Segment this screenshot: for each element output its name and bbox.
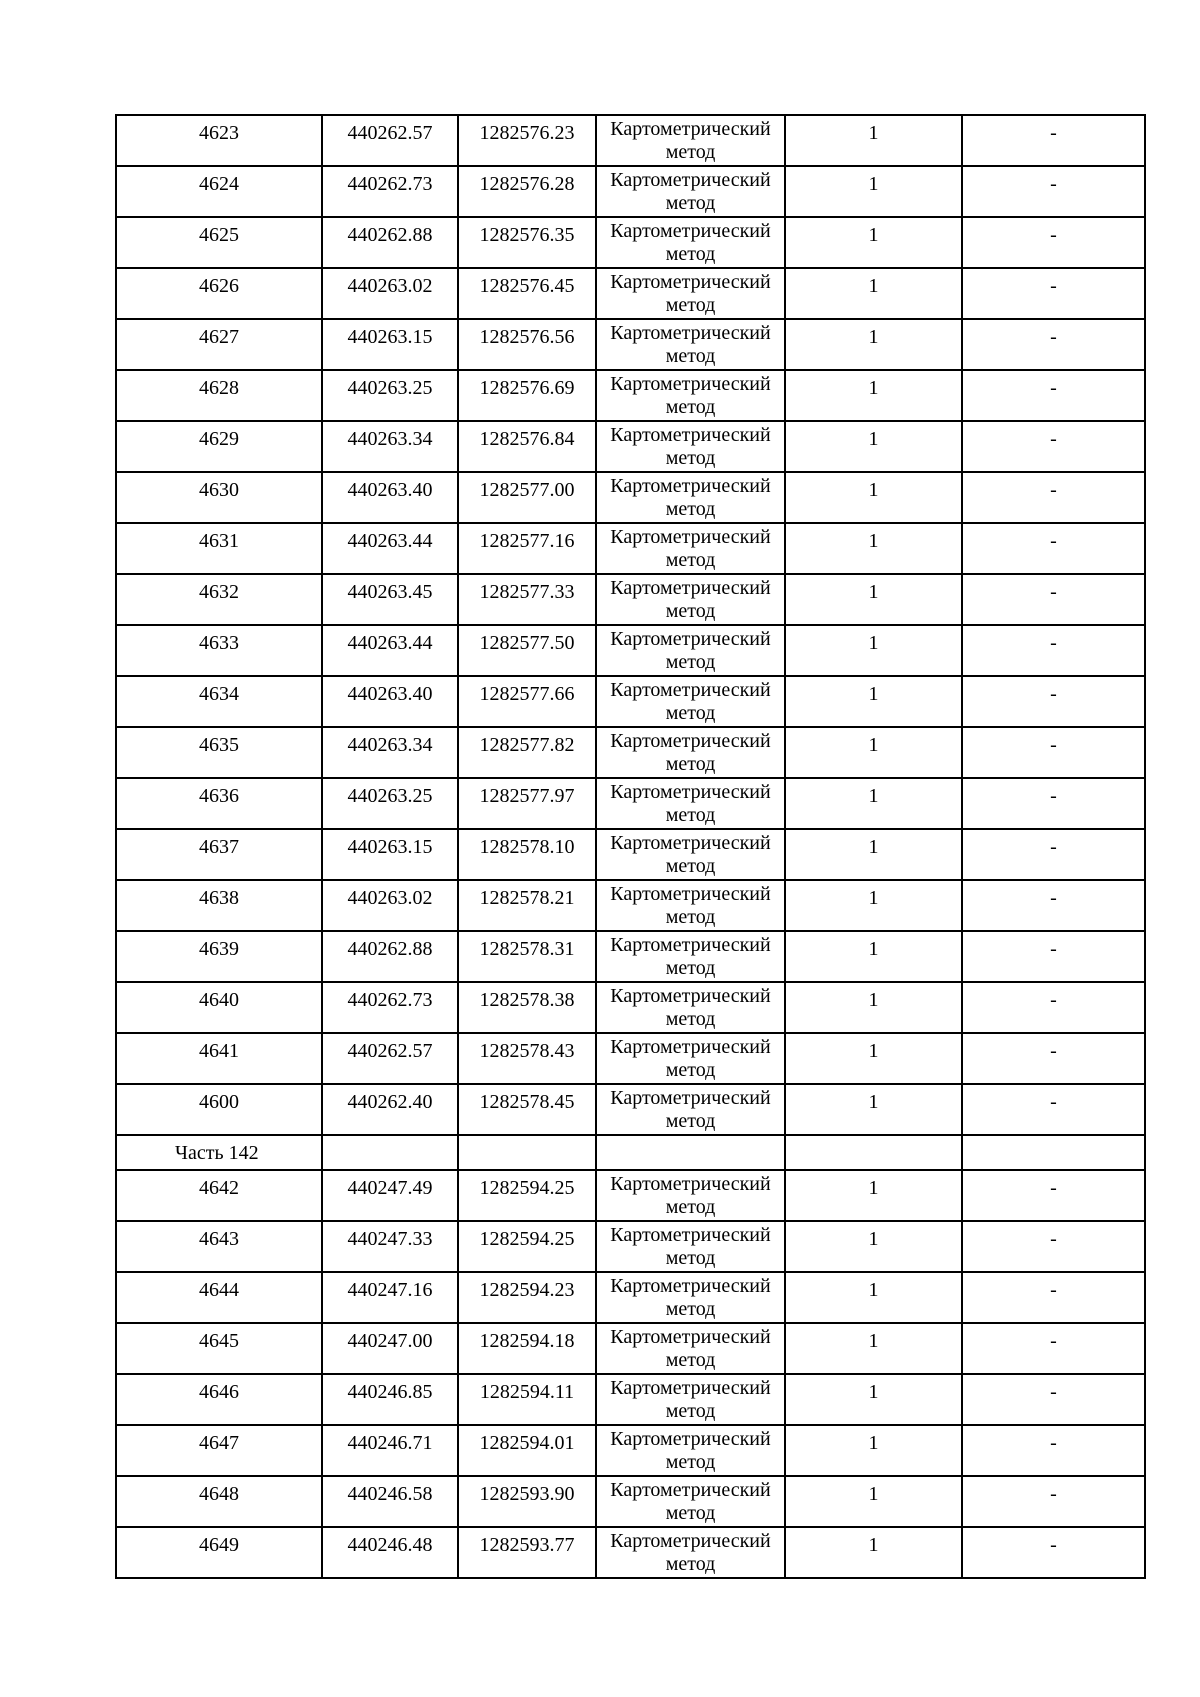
table-row	[116, 523, 1145, 574]
accuracy-cell: 1	[785, 115, 962, 166]
table-row	[116, 1527, 1145, 1578]
method-cell	[596, 421, 785, 472]
method-text: Картометрический	[610, 628, 771, 650]
x-coordinate-cell: 440246.48	[322, 1527, 458, 1578]
table-row	[116, 1425, 1145, 1476]
x-coordinate-cell: 440246.85	[322, 1374, 458, 1425]
table-row	[116, 676, 1145, 727]
note-cell: -	[962, 1221, 1145, 1272]
note-cell: -	[962, 1323, 1145, 1374]
method-text: метод	[665, 1059, 716, 1081]
method-cell	[596, 676, 785, 727]
method-text: Картометрический	[610, 373, 771, 395]
accuracy-cell: 1	[785, 574, 962, 625]
accuracy-cell: 1	[785, 880, 962, 931]
point-id-cell: 4645	[116, 1323, 322, 1374]
x-coordinate-cell: 440263.34	[322, 727, 458, 778]
method-text: метод	[665, 1196, 716, 1218]
point-id-cell: 4624	[116, 166, 322, 217]
method-cell	[596, 778, 785, 829]
method-text: метод	[665, 498, 716, 520]
note-cell: -	[962, 166, 1145, 217]
note-cell: -	[962, 1272, 1145, 1323]
point-id-cell: 4635	[116, 727, 322, 778]
table-row	[116, 115, 1145, 166]
x-coordinate-cell: 440263.40	[322, 676, 458, 727]
method-text: метод	[665, 702, 716, 724]
method-text: метод	[665, 1349, 716, 1371]
point-id-cell: 4626	[116, 268, 322, 319]
x-coordinate-cell: 440263.44	[322, 625, 458, 676]
point-id-cell: 4631	[116, 523, 322, 574]
part-label: Часть 142	[116, 1135, 322, 1170]
y-coordinate-cell: 1282577.97	[458, 778, 596, 829]
table-body	[116, 115, 1145, 1578]
point-id-cell: 4649	[116, 1527, 322, 1578]
table-row	[116, 421, 1145, 472]
method-text: метод	[665, 753, 716, 775]
accuracy-cell: 1	[785, 829, 962, 880]
point-id-cell: 4636	[116, 778, 322, 829]
table-row	[116, 370, 1145, 421]
point-id-cell: 4627	[116, 319, 322, 370]
method-text: Картометрический	[610, 322, 771, 344]
x-coordinate-cell: 440246.58	[322, 1476, 458, 1527]
method-text: метод	[665, 294, 716, 316]
accuracy-cell: 1	[785, 166, 962, 217]
point-id-cell: 4647	[116, 1425, 322, 1476]
note-cell: -	[962, 115, 1145, 166]
method-text: Картометрический	[610, 679, 771, 701]
method-text: метод	[665, 804, 716, 826]
method-cell	[596, 268, 785, 319]
method-cell	[596, 1374, 785, 1425]
accuracy-cell: 1	[785, 472, 962, 523]
point-id-cell: 4632	[116, 574, 322, 625]
method-text: Картометрический	[610, 475, 771, 497]
method-text: Картометрический	[610, 934, 771, 956]
point-id-cell: 4625	[116, 217, 322, 268]
accuracy-cell: 1	[785, 727, 962, 778]
part-header-row	[116, 1135, 1145, 1170]
y-coordinate-cell: 1282576.28	[458, 166, 596, 217]
empty-cell	[458, 1135, 596, 1170]
method-text: метод	[665, 396, 716, 418]
empty-cell	[596, 1135, 785, 1170]
accuracy-cell: 1	[785, 676, 962, 727]
x-coordinate-cell: 440263.44	[322, 523, 458, 574]
x-coordinate-cell: 440262.57	[322, 1033, 458, 1084]
accuracy-cell: 1	[785, 625, 962, 676]
point-id-cell: 4641	[116, 1033, 322, 1084]
x-coordinate-cell: 440263.25	[322, 370, 458, 421]
method-cell	[596, 574, 785, 625]
y-coordinate-cell: 1282577.33	[458, 574, 596, 625]
y-coordinate-cell: 1282577.66	[458, 676, 596, 727]
y-coordinate-cell: 1282594.25	[458, 1170, 596, 1221]
accuracy-cell: 1	[785, 268, 962, 319]
method-cell	[596, 1033, 785, 1084]
method-text: Картометрический	[610, 1036, 771, 1058]
method-text: метод	[665, 651, 716, 673]
table-row	[116, 1170, 1145, 1221]
method-cell	[596, 829, 785, 880]
method-text: Картометрический	[610, 832, 771, 854]
table-row	[116, 1033, 1145, 1084]
x-coordinate-cell: 440262.73	[322, 982, 458, 1033]
note-cell: -	[962, 727, 1145, 778]
x-coordinate-cell: 440262.88	[322, 931, 458, 982]
method-cell	[596, 370, 785, 421]
accuracy-cell: 1	[785, 778, 962, 829]
point-id-cell: 4639	[116, 931, 322, 982]
method-text: метод	[665, 345, 716, 367]
method-text: метод	[665, 855, 716, 877]
x-coordinate-cell: 440247.00	[322, 1323, 458, 1374]
method-text: Картометрический	[610, 985, 771, 1007]
y-coordinate-cell: 1282594.23	[458, 1272, 596, 1323]
method-text: метод	[665, 1451, 716, 1473]
accuracy-cell: 1	[785, 1374, 962, 1425]
x-coordinate-cell: 440263.02	[322, 880, 458, 931]
y-coordinate-cell: 1282577.16	[458, 523, 596, 574]
note-cell: -	[962, 472, 1145, 523]
accuracy-cell: 1	[785, 1425, 962, 1476]
y-coordinate-cell: 1282578.31	[458, 931, 596, 982]
y-coordinate-cell: 1282576.56	[458, 319, 596, 370]
x-coordinate-cell: 440247.33	[322, 1221, 458, 1272]
y-coordinate-cell: 1282593.90	[458, 1476, 596, 1527]
accuracy-cell: 1	[785, 1527, 962, 1578]
accuracy-cell: 1	[785, 1221, 962, 1272]
note-cell: -	[962, 574, 1145, 625]
x-coordinate-cell: 440247.49	[322, 1170, 458, 1221]
table-row	[116, 1084, 1145, 1135]
x-coordinate-cell: 440247.16	[322, 1272, 458, 1323]
point-id-cell: 4644	[116, 1272, 322, 1323]
point-id-cell: 4637	[116, 829, 322, 880]
method-text: Картометрический	[610, 169, 771, 191]
method-cell	[596, 166, 785, 217]
method-text: Картометрический	[610, 781, 771, 803]
point-id-cell: 4643	[116, 1221, 322, 1272]
y-coordinate-cell: 1282578.45	[458, 1084, 596, 1135]
note-cell: -	[962, 982, 1145, 1033]
note-cell: -	[962, 370, 1145, 421]
method-text: метод	[665, 549, 716, 571]
y-coordinate-cell: 1282578.21	[458, 880, 596, 931]
method-text: метод	[665, 243, 716, 265]
method-text: Картометрический	[610, 118, 771, 140]
method-text: Картометрический	[610, 424, 771, 446]
point-id-cell: 4630	[116, 472, 322, 523]
point-id-cell: 4638	[116, 880, 322, 931]
note-cell: -	[962, 1527, 1145, 1578]
method-cell	[596, 1476, 785, 1527]
method-text: метод	[665, 1008, 716, 1030]
method-text: метод	[665, 141, 716, 163]
method-cell	[596, 1272, 785, 1323]
y-coordinate-cell: 1282576.45	[458, 268, 596, 319]
note-cell: -	[962, 523, 1145, 574]
empty-cell	[785, 1135, 962, 1170]
point-id-cell: 4600	[116, 1084, 322, 1135]
note-cell: -	[962, 1170, 1145, 1221]
table-row	[116, 625, 1145, 676]
method-cell	[596, 115, 785, 166]
accuracy-cell: 1	[785, 421, 962, 472]
note-cell: -	[962, 1425, 1145, 1476]
table-row	[116, 1221, 1145, 1272]
note-cell: -	[962, 1033, 1145, 1084]
method-text: Картометрический	[610, 1479, 771, 1501]
x-coordinate-cell: 440263.45	[322, 574, 458, 625]
accuracy-cell: 1	[785, 1033, 962, 1084]
method-text: метод	[665, 1110, 716, 1132]
x-coordinate-cell: 440246.71	[322, 1425, 458, 1476]
accuracy-cell: 1	[785, 1272, 962, 1323]
method-text: Картометрический	[610, 1377, 771, 1399]
note-cell: -	[962, 931, 1145, 982]
method-text: Картометрический	[610, 220, 771, 242]
note-cell: -	[962, 676, 1145, 727]
method-text: Картометрический	[610, 730, 771, 752]
table-row	[116, 319, 1145, 370]
x-coordinate-cell: 440262.57	[322, 115, 458, 166]
method-cell	[596, 1323, 785, 1374]
method-cell	[596, 472, 785, 523]
method-cell	[596, 217, 785, 268]
note-cell: -	[962, 421, 1145, 472]
y-coordinate-cell: 1282578.10	[458, 829, 596, 880]
accuracy-cell: 1	[785, 217, 962, 268]
x-coordinate-cell: 440262.40	[322, 1084, 458, 1135]
method-text: Картометрический	[610, 1530, 771, 1552]
method-cell	[596, 319, 785, 370]
x-coordinate-cell: 440263.34	[322, 421, 458, 472]
method-cell	[596, 1527, 785, 1578]
point-id-cell: 4629	[116, 421, 322, 472]
method-text: метод	[665, 957, 716, 979]
accuracy-cell: 1	[785, 319, 962, 370]
y-coordinate-cell: 1282594.18	[458, 1323, 596, 1374]
method-text: Картометрический	[610, 271, 771, 293]
accuracy-cell: 1	[785, 1170, 962, 1221]
method-text: Картометрический	[610, 1428, 771, 1450]
note-cell: -	[962, 217, 1145, 268]
accuracy-cell: 1	[785, 1084, 962, 1135]
x-coordinate-cell: 440263.02	[322, 268, 458, 319]
method-text: метод	[665, 1298, 716, 1320]
table-row	[116, 268, 1145, 319]
table-row	[116, 1476, 1145, 1527]
x-coordinate-cell: 440263.25	[322, 778, 458, 829]
table-row	[116, 1323, 1145, 1374]
y-coordinate-cell: 1282578.38	[458, 982, 596, 1033]
table-row	[116, 1374, 1145, 1425]
table-row	[116, 1272, 1145, 1323]
method-text: метод	[665, 1553, 716, 1575]
table-row	[116, 778, 1145, 829]
y-coordinate-cell: 1282576.69	[458, 370, 596, 421]
table-row	[116, 829, 1145, 880]
note-cell: -	[962, 1476, 1145, 1527]
point-id-cell: 4648	[116, 1476, 322, 1527]
table-row	[116, 166, 1145, 217]
accuracy-cell: 1	[785, 523, 962, 574]
method-cell	[596, 880, 785, 931]
accuracy-cell: 1	[785, 982, 962, 1033]
method-text: Картометрический	[610, 526, 771, 548]
note-cell: -	[962, 829, 1145, 880]
y-coordinate-cell: 1282594.11	[458, 1374, 596, 1425]
table-row	[116, 931, 1145, 982]
accuracy-cell: 1	[785, 370, 962, 421]
point-id-cell: 4633	[116, 625, 322, 676]
x-coordinate-cell: 440263.15	[322, 319, 458, 370]
empty-cell	[962, 1135, 1145, 1170]
accuracy-cell: 1	[785, 931, 962, 982]
method-text: метод	[665, 1247, 716, 1269]
method-text: метод	[665, 906, 716, 928]
method-cell	[596, 931, 785, 982]
table-row	[116, 217, 1145, 268]
method-cell	[596, 1221, 785, 1272]
y-coordinate-cell: 1282578.43	[458, 1033, 596, 1084]
accuracy-cell: 1	[785, 1476, 962, 1527]
y-coordinate-cell: 1282594.01	[458, 1425, 596, 1476]
y-coordinate-cell: 1282577.50	[458, 625, 596, 676]
method-text: метод	[665, 1502, 716, 1524]
y-coordinate-cell: 1282576.84	[458, 421, 596, 472]
x-coordinate-cell: 440262.73	[322, 166, 458, 217]
point-id-cell: 4642	[116, 1170, 322, 1221]
method-text: метод	[665, 447, 716, 469]
accuracy-cell: 1	[785, 1323, 962, 1374]
method-text: Картометрический	[610, 883, 771, 905]
x-coordinate-cell: 440263.15	[322, 829, 458, 880]
point-id-cell: 4646	[116, 1374, 322, 1425]
method-text: Картометрический	[610, 1087, 771, 1109]
method-cell	[596, 1170, 785, 1221]
note-cell: -	[962, 778, 1145, 829]
method-cell	[596, 982, 785, 1033]
table-row	[116, 982, 1145, 1033]
y-coordinate-cell: 1282576.23	[458, 115, 596, 166]
y-coordinate-cell: 1282576.35	[458, 217, 596, 268]
method-text: Картометрический	[610, 1275, 771, 1297]
method-text: метод	[665, 1400, 716, 1422]
point-id-cell: 4640	[116, 982, 322, 1033]
method-text: Картометрический	[610, 1326, 771, 1348]
method-cell	[596, 727, 785, 778]
x-coordinate-cell: 440262.88	[322, 217, 458, 268]
method-cell	[596, 625, 785, 676]
note-cell: -	[962, 319, 1145, 370]
y-coordinate-cell: 1282593.77	[458, 1527, 596, 1578]
coordinates-table	[115, 114, 1146, 1579]
method-text: метод	[665, 192, 716, 214]
method-cell	[596, 1425, 785, 1476]
point-id-cell: 4628	[116, 370, 322, 421]
method-cell	[596, 1084, 785, 1135]
table-row	[116, 574, 1145, 625]
y-coordinate-cell: 1282594.25	[458, 1221, 596, 1272]
table-row	[116, 472, 1145, 523]
method-text: метод	[665, 600, 716, 622]
note-cell: -	[962, 268, 1145, 319]
method-cell	[596, 523, 785, 574]
note-cell: -	[962, 1374, 1145, 1425]
method-text: Картометрический	[610, 1224, 771, 1246]
table-row	[116, 880, 1145, 931]
table-row	[116, 727, 1145, 778]
point-id-cell: 4623	[116, 115, 322, 166]
note-cell: -	[962, 880, 1145, 931]
x-coordinate-cell: 440263.40	[322, 472, 458, 523]
method-text: Картометрический	[610, 577, 771, 599]
note-cell: -	[962, 1084, 1145, 1135]
method-text: Картометрический	[610, 1173, 771, 1195]
note-cell: -	[962, 625, 1145, 676]
empty-cell	[322, 1135, 458, 1170]
point-id-cell: 4634	[116, 676, 322, 727]
y-coordinate-cell: 1282577.82	[458, 727, 596, 778]
y-coordinate-cell: 1282577.00	[458, 472, 596, 523]
